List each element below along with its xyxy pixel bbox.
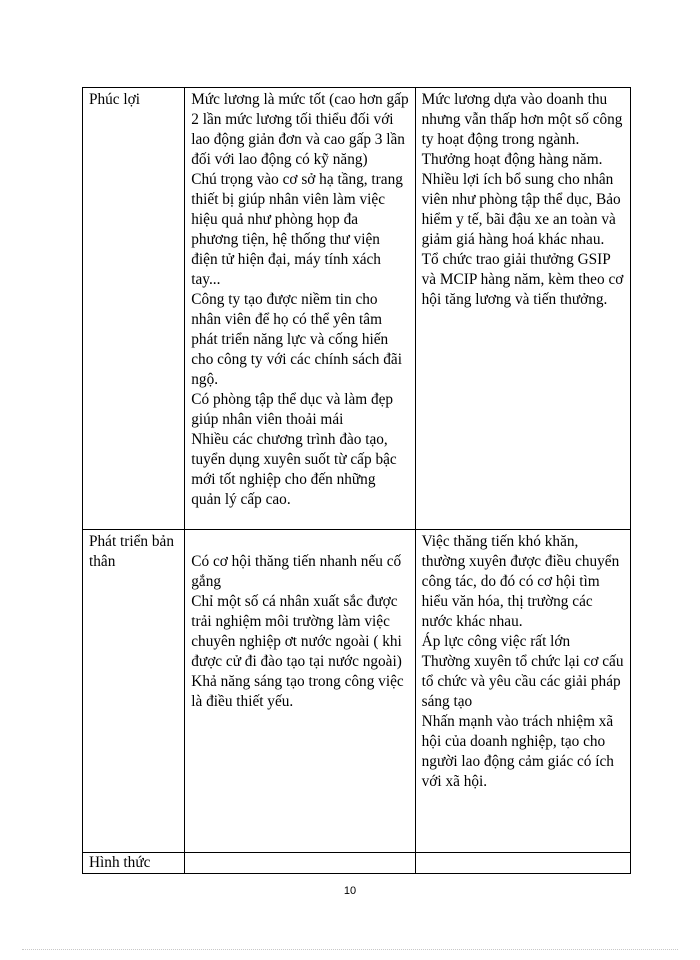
- table-row: [83, 530, 631, 853]
- row-label-cell: [83, 853, 185, 874]
- row-label: Phúc lợi: [89, 91, 141, 108]
- table-cell: [415, 88, 630, 530]
- cell-paragraph: Chú trọng vào cơ sở hạ tầng, trang thiết bị giúp nhân viên làm việc hiệu quả như phòng họp đa phương tiện, hệ thống thư viện điện tử hiện đại, máy tính xách tay...: [191, 171, 403, 288]
- row-label: Hình thức: [89, 854, 151, 871]
- table-row: [83, 853, 631, 874]
- row-label-cell: [83, 530, 185, 853]
- table-cell: [185, 88, 415, 530]
- cell-paragraph: Nhiều lợi ích bổ sung cho nhân viên như phòng tập thể dục, Bảo hiểm y tế, bãi đậu xe an toàn và giảm giá hàng hoá khác nhau.: [421, 171, 621, 248]
- page-number: 10: [343, 885, 357, 897]
- cell-paragraph: Nhấn mạnh vào trách nhiệm xã hội của doanh nghiệp, tạo cho người lao động cảm giác có ích với xã hội.: [421, 713, 614, 790]
- cell-paragraph: Việc thăng tiến khó khăn, thường xuyên được điều chuyển công tác, do đó có cơ hội tìm hiểu văn hóa, thị trường các nước khác nhau.: [421, 533, 620, 630]
- table-cell: [415, 853, 630, 874]
- cell-paragraph: Mức lương là mức tốt (cao hơn gấp 2 lần mức lương tối thiểu đối với lao động giản đơn và cao gấp 3 lần đối với lao động có kỹ năng): [191, 91, 409, 168]
- cell-paragraph: Áp lực công việc rất lớn: [421, 633, 571, 650]
- footer-divider: [22, 949, 678, 950]
- comparison-table: [82, 87, 631, 874]
- cell-paragraph: Thường xuyên tổ chức lại cơ cấu tổ chức và yêu cầu các giải pháp sáng tạo: [421, 653, 624, 710]
- cell-paragraph: Chỉ một số cá nhân xuất sắc được trải nghiệm môi trường làm việc chuyên nghiệp ơt nước ngoài ( khi được cử đi đào tạo tại nước ngoài): [191, 593, 402, 670]
- row-label: Phát triển bản thân: [89, 533, 174, 570]
- table-row: [83, 88, 631, 530]
- cell-paragraph: Tổ chức trao giải thưởng GSIP và MCIP hàng năm, kèm theo cơ hội tăng lương và tiến thưởng.: [421, 251, 624, 308]
- cell-paragraph: Mức lương dựa vào doanh thu nhưng vẫn thấp hơn một số công ty hoạt động trong ngành.: [421, 91, 623, 148]
- cell-paragraph: Có cơ hội thăng tiến nhanh nếu cố gắng: [191, 553, 402, 590]
- cell-paragraph: Thưởng hoạt động hàng năm.: [421, 151, 603, 168]
- cell-paragraph: Khả năng sáng tạo trong công việc là điều thiết yếu.: [191, 673, 404, 710]
- table-cell: [185, 853, 415, 874]
- blank-line: [191, 532, 408, 552]
- row-label-cell: [83, 88, 185, 530]
- cell-paragraph: Công ty tạo được niềm tin cho nhân viên để họ có thể yên tâm phát triển năng lực và cống hiến cho công ty với các chính sách đãi ngộ.: [191, 291, 402, 388]
- table-cell: [415, 530, 630, 853]
- cell-paragraph: Nhiều các chương trình đào tạo, tuyển dụng xuyên suốt từ cấp bậc mới tốt nghiệp cho đến những quản lý cấp cao.: [191, 431, 397, 508]
- cell-paragraph: Có phòng tập thể dục và làm đẹp giúp nhân viên thoải mái: [191, 391, 394, 428]
- table-cell: [185, 530, 415, 853]
